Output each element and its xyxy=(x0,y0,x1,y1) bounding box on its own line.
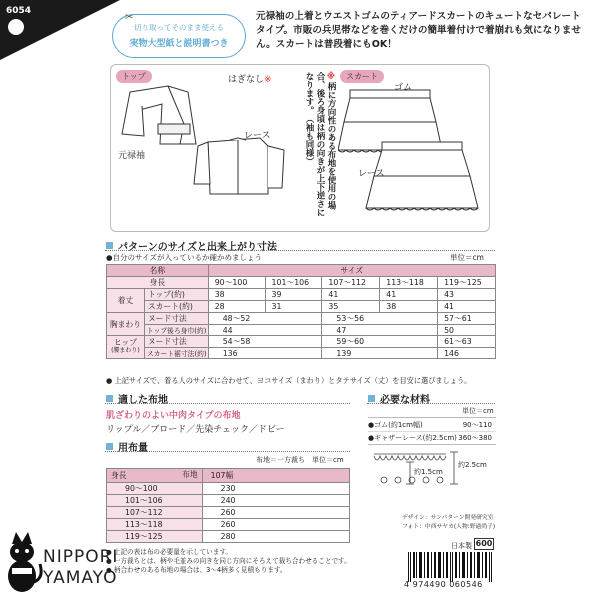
skirt-width-label: スカート裾寸法(約) xyxy=(144,348,208,359)
label-hagi xyxy=(228,72,272,85)
hip-label xyxy=(107,336,145,359)
skirt-width-3: 146 xyxy=(438,348,496,359)
note-line-2: 後ろ身頃は柄の向きが上下逆さになります。 xyxy=(304,72,325,217)
hip-nude-1: 54～58 xyxy=(208,336,322,348)
material-item xyxy=(368,433,496,443)
yardage-table xyxy=(106,468,350,543)
top-length-1: 38 xyxy=(208,289,265,301)
divider xyxy=(105,451,350,452)
height-2: 101～106 xyxy=(265,277,322,289)
size-instruction: ●自分のサイズが入っているか確かめましょう xyxy=(106,253,262,262)
hip-nude-label: ヌード寸法 xyxy=(144,336,208,348)
material-value-1: 90～110 xyxy=(462,421,492,429)
divider xyxy=(367,403,495,404)
yardage-value-5: 280 xyxy=(202,531,349,543)
fabric-section-title: 適した布地 xyxy=(106,391,168,406)
height-4: 113～118 xyxy=(380,277,438,289)
yardage-height-3: 107～112 xyxy=(107,507,203,519)
chest-nude-3: 57～61 xyxy=(438,313,496,325)
badge-line1: 切り取ってそのまま使える xyxy=(134,23,224,32)
back-body-label: トップ後ろ身巾(約) xyxy=(144,325,208,336)
yardage-col-width: 107幅 xyxy=(202,469,349,483)
size-unit: 単位＝cm xyxy=(450,253,484,262)
lace-dim-b: 約1.5cm xyxy=(414,468,443,476)
section-bullet-icon xyxy=(106,242,113,249)
yardage-value-1: 230 xyxy=(202,483,349,495)
kimono-top-drawing xyxy=(118,84,298,204)
logo-circle-icon xyxy=(8,19,24,35)
pattern-direction-note xyxy=(294,72,336,222)
skirt-length-4: 38 xyxy=(380,301,438,313)
barcode-bars xyxy=(406,552,496,582)
yardage-value-4: 260 xyxy=(202,519,349,531)
chest-nude-label: ヌード寸法 xyxy=(144,313,208,325)
label-lace-top: レース xyxy=(244,131,271,141)
yardage-notes xyxy=(106,548,356,575)
size-section-title: パターンのサイズと出来上がり寸法 xyxy=(106,238,277,253)
label-hagi-text: はぎなし xyxy=(228,75,265,85)
yardage-section-title: 用布量 xyxy=(106,439,148,454)
chest-nude-2: 53～56 xyxy=(322,313,438,325)
credits xyxy=(402,514,495,532)
label-gomu: ゴム xyxy=(394,83,413,93)
hip-label-main: ヒップ xyxy=(113,338,138,347)
yardage-note-top: 布地＝一方裁ち 単位＝cm xyxy=(256,456,344,464)
price-box: 600 xyxy=(475,539,493,548)
skirt-width-2: 139 xyxy=(322,348,438,359)
section-bullet-icon xyxy=(368,395,375,402)
top-tag: トップ xyxy=(116,70,152,83)
yardage-height-5: 119～125 xyxy=(107,531,203,543)
yardage-value-2: 240 xyxy=(202,495,349,507)
credit-photo: フォト：中西サヤカ(人物:野過尚子) xyxy=(402,524,496,530)
yardage-header-corner xyxy=(107,469,203,483)
divider xyxy=(105,403,350,404)
yardage-height-2: 101～106 xyxy=(107,495,203,507)
yardage-value-3: 260 xyxy=(202,507,349,519)
yardage-note-2: ● 一方裁ちとは、柄や毛並みの向きを同じ方向にそろえて裁ち合わせることです。 xyxy=(106,557,351,565)
brand-line2: YAMAYO xyxy=(43,568,118,588)
section-bullet-icon xyxy=(106,395,113,402)
chest-label: 胸まわり xyxy=(107,313,145,336)
top-length-2: 39 xyxy=(265,289,322,301)
made-in-japan: 日本製 xyxy=(451,542,472,550)
skirt-width-1: 136 xyxy=(208,348,322,359)
yardage-col-fabric: 布地 xyxy=(182,470,198,479)
lace-dim-a: 約2.5cm xyxy=(458,461,487,469)
materials-section-title: 必要な材料 xyxy=(368,391,430,406)
materials-unit: 単位＝cm xyxy=(462,407,494,415)
skirt-length-2: 31 xyxy=(265,301,322,313)
height-1: 90～100 xyxy=(208,277,265,289)
note-line-3: （袖も同様） xyxy=(304,114,314,166)
section-bullet-icon xyxy=(106,443,113,450)
yardage-note-1: ● 上記の表は布の必要量を示しています。 xyxy=(106,548,233,556)
chest-nude-1: 48～52 xyxy=(208,313,322,325)
label-hagi-mark: ※ xyxy=(264,75,272,85)
top-length-5: 43 xyxy=(438,289,496,301)
skirt-length-5: 41 xyxy=(438,301,496,313)
brand-line1: NIPPORI xyxy=(43,547,119,567)
scissors-icon: ✂ xyxy=(125,12,134,23)
skirt-tag: スカート xyxy=(340,70,384,83)
badge-line2: 実物大型紙と説明書つき xyxy=(129,39,229,49)
yardage-height-4: 113～118 xyxy=(107,519,203,531)
material-item xyxy=(368,420,496,432)
hip-nude-2: 59～60 xyxy=(322,336,438,348)
label-sleeve: 元禄袖 xyxy=(118,151,146,161)
credit-design: デザイン：サンパターン開発研究室 xyxy=(402,515,494,521)
height-5: 119～125 xyxy=(438,277,496,289)
hip-nude-3: 61～63 xyxy=(438,336,496,348)
tiered-skirt-drawing xyxy=(338,84,488,224)
size-footnote: ● 上記サイズで、着る人のサイズに合わせて、ヨコサイズ（まわり）とタテサイズ（丈）を目安に選びましょう。 xyxy=(106,376,472,385)
divider xyxy=(105,250,495,251)
product-number: 6054 xyxy=(6,6,32,16)
label-lace-skirt: レース xyxy=(358,169,385,179)
hip-label-sub: (腰まわり) xyxy=(111,347,140,354)
cat-mascot-icon xyxy=(4,530,44,594)
material-name-1: ●ゴム(約1cm幅) xyxy=(368,421,423,429)
back-body-3: 50 xyxy=(438,325,496,336)
top-length-3: 41 xyxy=(322,289,380,301)
top-length-label: トップ(約) xyxy=(144,289,208,301)
yardage-note-3: ● 柄合わせのある布地の場合は、3～4柄多く見積もります。 xyxy=(106,566,287,574)
height-3: 107～112 xyxy=(322,277,380,289)
description: 元禄袖の上着とウエストゴムのティアードスカートのキュートなセパレートタイプ。市販の兵児帯などを巻くだけの簡単着付けで着崩れも気になりません。スカートは普段着にもOK！ xyxy=(256,11,581,50)
skirt-length-3: 35 xyxy=(322,301,380,313)
length-label: 着丈 xyxy=(107,289,145,313)
col-size: サイズ xyxy=(208,265,495,277)
material-value-2: 360～380 xyxy=(458,434,492,442)
materials-list xyxy=(368,417,496,445)
top-length-4: 41 xyxy=(380,289,438,301)
barcode-number: 4 974490 060546 xyxy=(404,580,483,589)
back-body-2: 47 xyxy=(322,325,438,336)
note-line-1: 柄に方向性のある布地を使用の場合、 xyxy=(315,72,336,210)
skirt-length-label: スカート(約) xyxy=(144,301,208,313)
row-height-label: 身長 xyxy=(107,277,209,289)
fabric-list: リップル／ブロード／先染チェック／ドビー xyxy=(106,425,285,435)
skirt-length-1: 28 xyxy=(208,301,265,313)
yardage-col-height: 身長 xyxy=(111,471,127,480)
col-name: 名称 xyxy=(107,265,209,277)
note-mark: ※ xyxy=(326,72,336,82)
yardage-height-1: 90～100 xyxy=(107,483,203,495)
back-body-1: 44 xyxy=(208,325,322,336)
fabric-highlight: 肌ざわりのよい中肉タイプの布地 xyxy=(106,411,241,421)
size-table xyxy=(106,264,496,359)
material-name-2: ●ギャザーレース(約2.5cm) xyxy=(368,434,457,442)
